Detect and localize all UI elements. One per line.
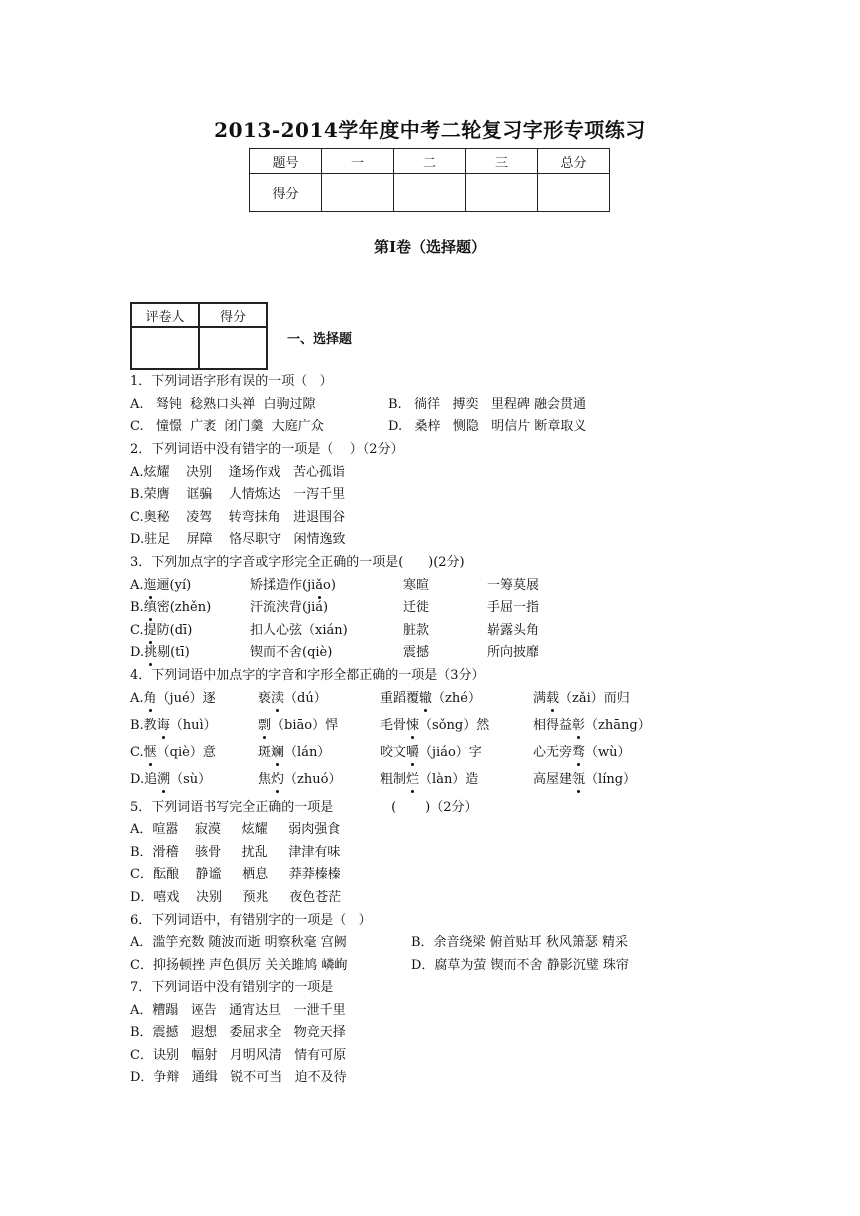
- dotted-char: 剽: [258, 718, 272, 733]
- q3-stem: 3．下列加点字的字音或字形完全正确的一项是( )(2分): [130, 555, 465, 570]
- score-table: [249, 148, 610, 212]
- q7-option-b: B．震撼 遐想 委屈求全 物竞天择: [130, 1025, 346, 1040]
- q6-option-b: B．余音绕梁 俯首贴耳 秋风箫瑟 精采: [411, 935, 628, 950]
- q4-option-c-word4: 心无旁骛（wù）: [533, 745, 631, 760]
- score-header-cell: 三: [466, 149, 538, 174]
- dotted-char: 提: [143, 623, 157, 638]
- score-header-cell: 题号: [250, 149, 322, 174]
- q7-option-c: C．诀别 幅射 月明风清 情有可原: [130, 1048, 347, 1063]
- q3-option-d-word4: 所向披靡: [487, 645, 540, 660]
- dotted-char: 悚: [406, 718, 420, 733]
- q4-option-a-word3: 重蹈覆辙（zhé）: [380, 691, 481, 706]
- dotted-char: 溯: [157, 772, 171, 787]
- q6-stem: 6．下列词语中，有错别字的一项是（ ）: [130, 913, 372, 928]
- grader-table: [130, 302, 268, 370]
- dotted-char: 灼: [271, 772, 285, 787]
- q3-option-c-word4: 崭露头角: [487, 623, 540, 638]
- q4-option-a-word4: 满载（zǎi）而归: [533, 691, 630, 706]
- q5-stem: 5．下列词语书写完全正确的一项是 ( )（2分）: [130, 800, 478, 815]
- score-cell[interactable]: [322, 174, 394, 212]
- q3-option-d-word2: 锲而不舍(qiè): [250, 645, 333, 660]
- q4-option-c-word2: 斑斓（lán）: [258, 745, 331, 760]
- q3-option-d: D.挑剔(tī): [130, 645, 190, 660]
- q3-option-a-word3: 寒暄: [403, 578, 430, 593]
- dotted-char: 骛: [572, 745, 586, 760]
- grader-header-cell: 评卷人: [131, 303, 199, 327]
- q6-option-c: C．抑扬顿挫 声色俱厉 关关雎鸠 嶙峋: [130, 958, 348, 973]
- dotted-char: 彰: [572, 718, 586, 733]
- dotted-char: 迤: [143, 578, 157, 593]
- score-row-label: 得分: [250, 174, 322, 212]
- score-header-cell: 一: [322, 149, 394, 174]
- dotted-char: ǎ: [315, 578, 324, 593]
- dotted-char: 瓴: [572, 772, 586, 787]
- score-cell[interactable]: [538, 174, 610, 212]
- q4-option-c: C.惬（qiè）意: [130, 745, 216, 760]
- q4-option-c-word3: 咬文嚼（jiáo）字: [380, 745, 482, 760]
- grader-cell[interactable]: [199, 327, 267, 369]
- q3-option-c-word2: 扣人心弦（xián): [250, 623, 348, 638]
- dotted-char: 嚼: [406, 745, 420, 760]
- option-text: 逦(yí): [156, 578, 192, 593]
- q4-option-d: D.追溯（sù）: [130, 772, 212, 787]
- q4-option-d-word3: 粗制烂（làn）造: [380, 772, 479, 787]
- dotted-char: 角: [143, 691, 157, 706]
- q2-option-c: C.奥秘 凌驾 转弯抹角 进退围谷: [130, 510, 346, 525]
- q2-option-b: B.荣膺 诓骗 人情炼达 一泻千里: [130, 487, 346, 502]
- dotted-char: 缜: [143, 600, 157, 615]
- q4-option-a: A.角（jué）逐: [130, 691, 216, 706]
- q1-option-c: C. 憧憬 广袤 闭门羹 大庭广众: [130, 419, 324, 434]
- dotted-char: 辙: [419, 691, 433, 706]
- q4-option-b-word3: 毛骨悚（sǒng）然: [380, 718, 490, 733]
- grader-cell[interactable]: [131, 327, 199, 369]
- q7-option-a: A．糟蹋 诬告 通宵达旦 一泄千里: [130, 1003, 346, 1018]
- dotted-char: 渎: [271, 691, 285, 706]
- section-title: 第I卷（选择题）: [373, 238, 487, 256]
- dotted-char: 载: [546, 691, 560, 706]
- q3-option-c: C.提防(dī): [130, 623, 193, 638]
- q3-option-b-word3: 迁徙: [403, 600, 430, 615]
- q4-option-d-word4: 高屋建瓴（líng）: [533, 772, 637, 787]
- score-cell[interactable]: [466, 174, 538, 212]
- q3-option-b: B.缜密(zhěn): [130, 600, 212, 615]
- dotted-char: 挑: [144, 645, 158, 660]
- q4-option-d-word2: 焦灼（zhuó）: [258, 772, 342, 787]
- part-heading: 一、选择题: [287, 332, 353, 347]
- dotted-char: 诲: [156, 718, 170, 733]
- dotted-char: 惬: [143, 745, 157, 760]
- option-letter: A.: [130, 578, 144, 593]
- dotted-char: 烂: [406, 772, 420, 787]
- q4-option-b-word2: 剽（biāo）悍: [258, 718, 339, 733]
- q4-stem: 4．下列词语中加点字的字音和字形全都正确的一项是（3分）: [130, 668, 485, 683]
- q5-option-a: A．喧嚣 寂漠 炫耀 弱肉强食: [130, 822, 341, 837]
- q3-option-b-word4: 手屈一指: [487, 600, 540, 615]
- q3-option-b-word2: 汗流浃背(jiá): [250, 600, 329, 615]
- q1-stem: 1．下列词语字形有误的一项（ ）: [130, 374, 333, 389]
- q6-option-a: A．滥竽充数 随波而逝 明察秋毫 宫阙: [130, 935, 347, 950]
- q1-option-d: D. 桑梓 恻隐 明信片 断章取义: [388, 419, 587, 434]
- q3-option-a-word4: 一筹莫展: [487, 578, 540, 593]
- q4-option-a-word2: 亵渎（dú）: [258, 691, 327, 706]
- q1-option-a: A. 驽钝 稔熟口头禅 白驹过隙: [130, 397, 316, 412]
- q5-option-d: D．嘻戏 决别 预兆 夜色苍茫: [130, 890, 342, 905]
- q5-option-c: C．酝酿 静谧 栖息 莽莽榛榛: [130, 867, 341, 882]
- q3-option-d-word3: 震撼: [403, 645, 430, 660]
- score-header-cell: 二: [394, 149, 466, 174]
- dotted-char: 斓: [271, 745, 285, 760]
- grader-header-cell: 得分: [199, 303, 267, 327]
- q2-stem: 2．下列词语中没有错字的一项是（ ）（2分）: [130, 442, 404, 457]
- q3-option-a-word2: 矫揉造作(jiǎo): [250, 578, 336, 593]
- q7-stem: 7．下列词语中没有错别字的一项是: [130, 980, 334, 995]
- document-title: 2013-2014学年度中考二轮复习字形专项练习: [214, 118, 646, 142]
- q1-option-b: B. 徜徉 搏奕 里程碑 融会贯通: [388, 397, 587, 412]
- score-header-cell: 总分: [538, 149, 610, 174]
- q5-option-b: B．滑稽 骇骨 扰乱 津津有味: [130, 845, 341, 860]
- score-cell[interactable]: [394, 174, 466, 212]
- q2-option-d: D.驻足 屏障 恪尽职守 闲情逸致: [130, 532, 346, 547]
- q7-option-d: D．争辩 通缉 锐不可当 迫不及待: [130, 1070, 347, 1085]
- q3-option-c-word3: 脏款: [403, 623, 430, 638]
- q3-option-a: [130, 578, 191, 594]
- q2-option-a: A.炫耀 决别 逢场作戏 苦心孤诣: [130, 465, 345, 480]
- q4-option-b-word4: 相得益彰（zhāng）: [533, 718, 651, 733]
- q4-option-b: B.教诲（huì）: [130, 718, 217, 733]
- q6-option-d: D．腐草为萤 锲而不舍 静影沉璧 珠帘: [411, 958, 629, 973]
